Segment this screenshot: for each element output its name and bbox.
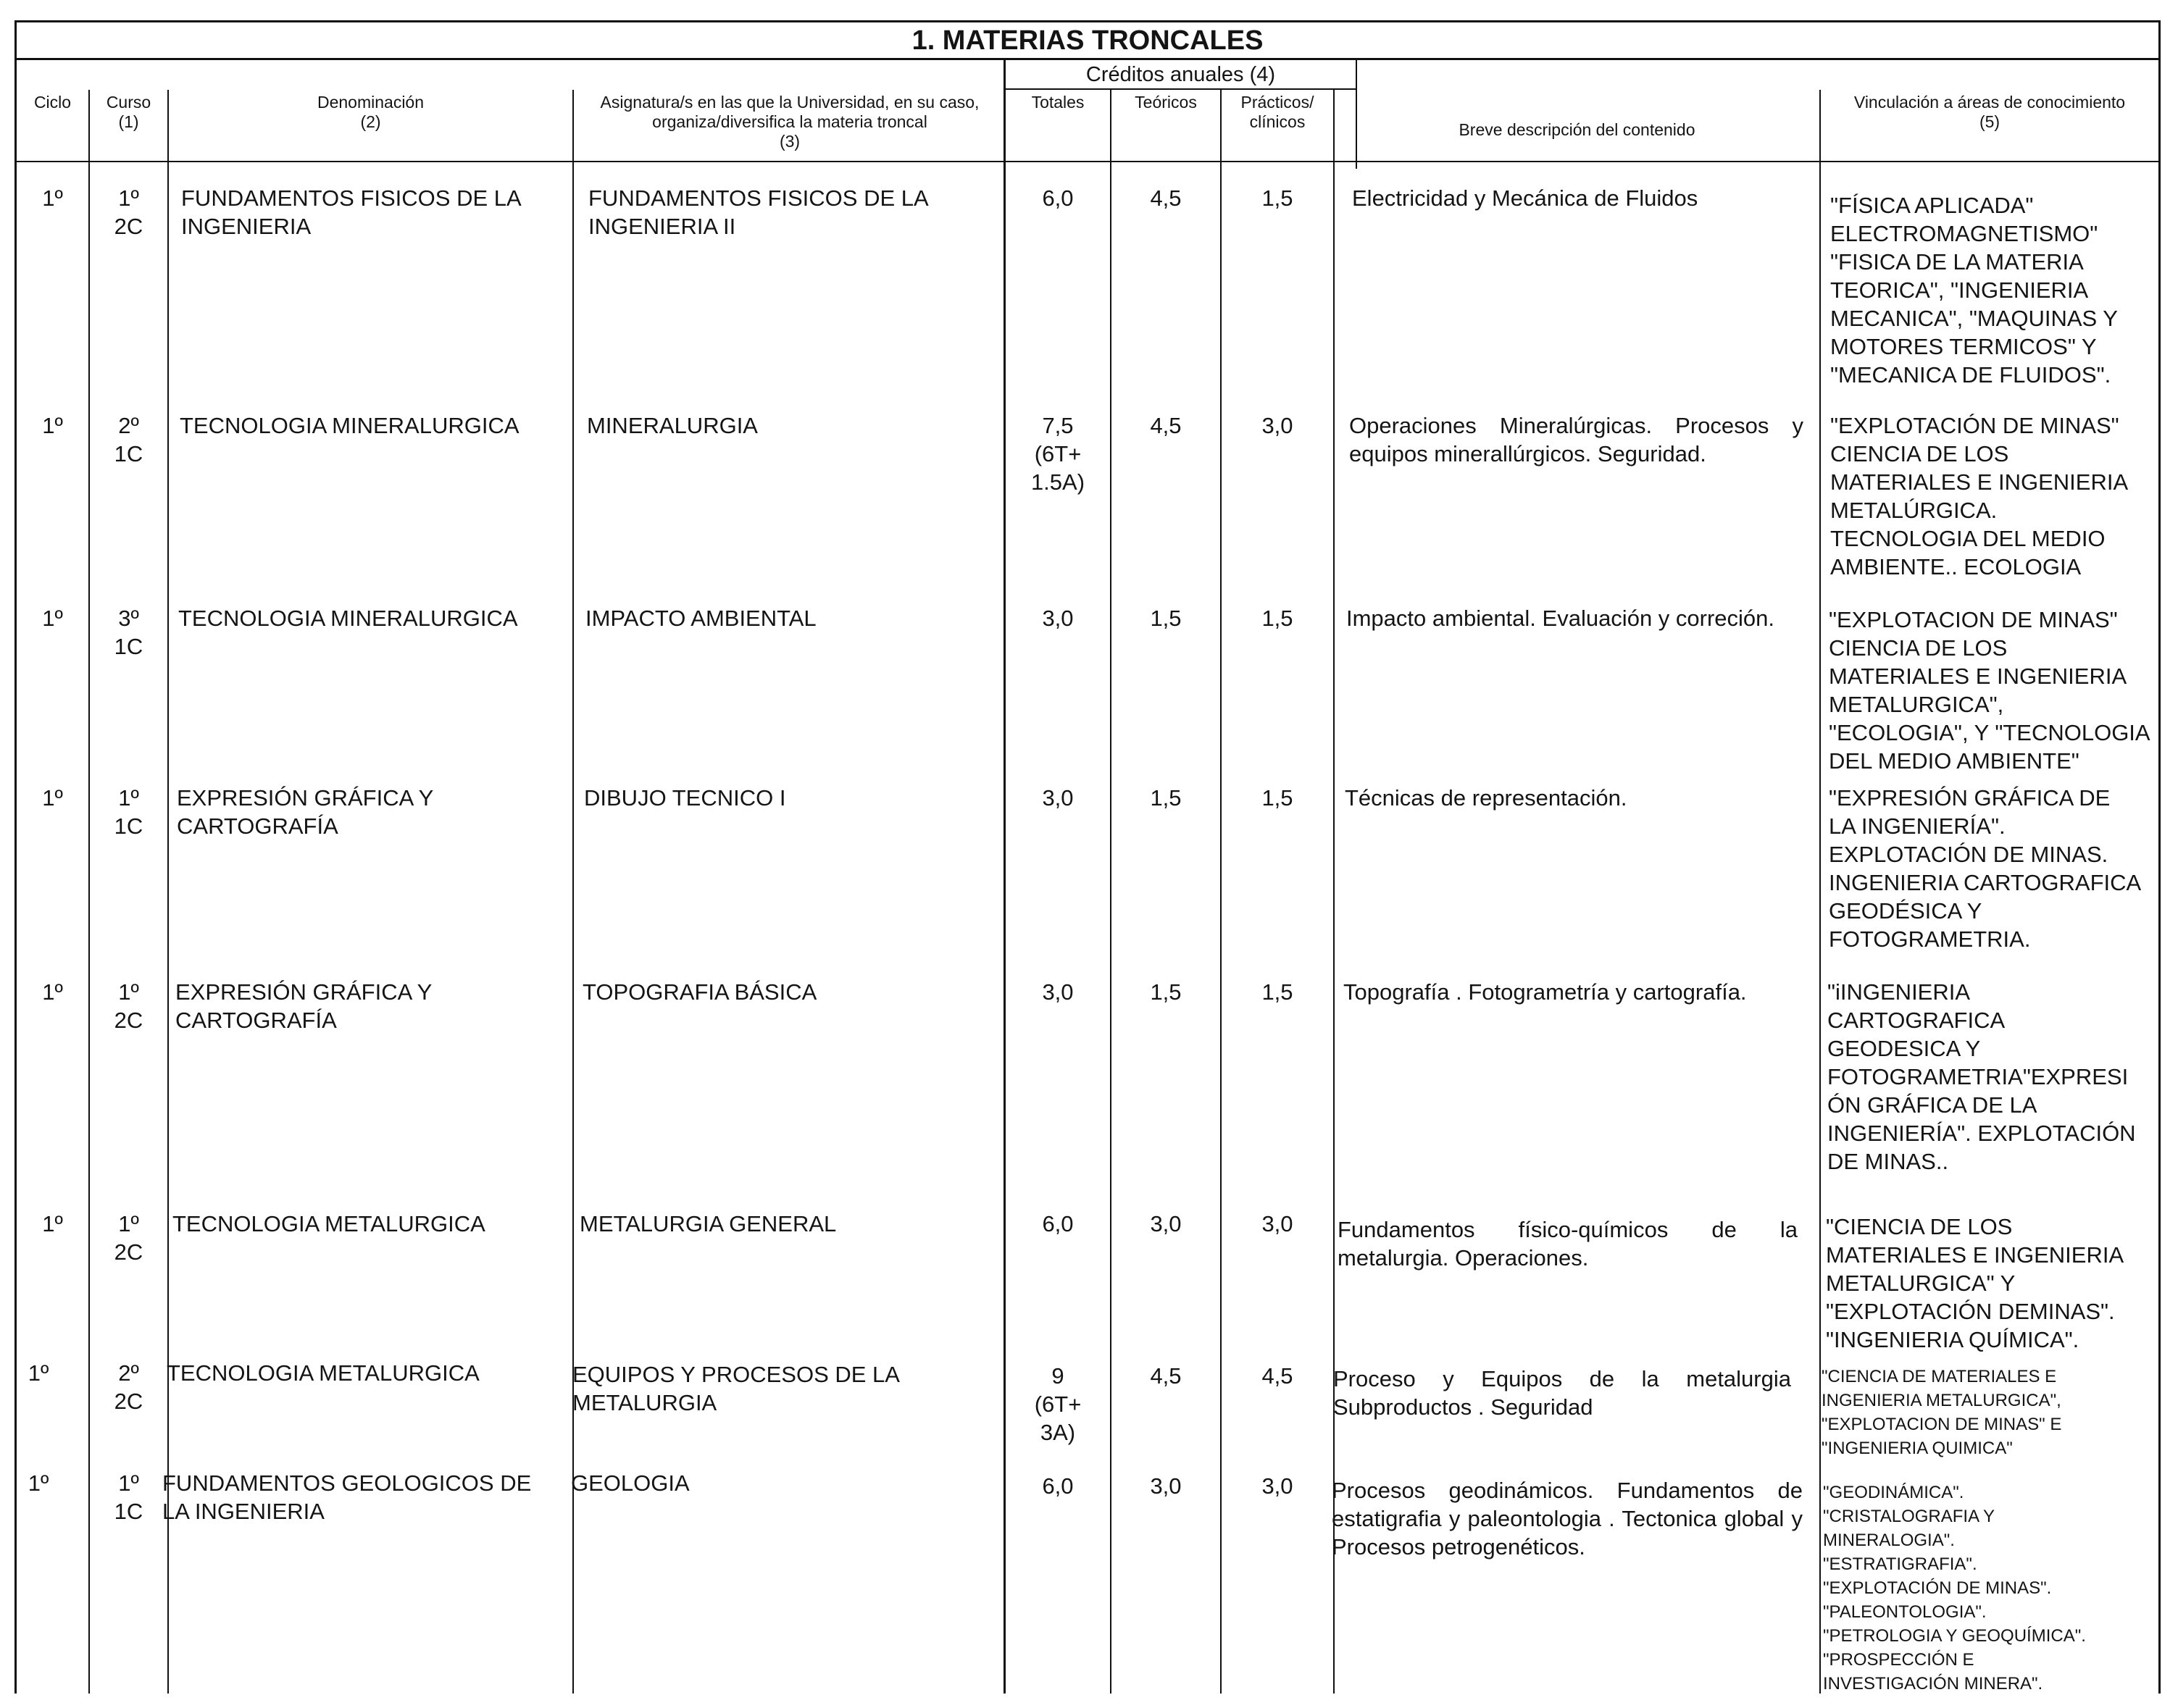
cell-vinculacion: "CIENCIA DE MATERIALES E INGENIERIA METALURGICA", "EXPLOTACION DE MINAS" E "INGENIERIA QUIMICA" — [1822, 1367, 2062, 1458]
cell-teoricos: 1,5 — [1150, 785, 1182, 811]
cell-asignatura: IMPACTO AMBIENTAL — [585, 606, 817, 631]
cell-ciclo: 1º — [42, 785, 63, 811]
cell-totales: 9 (6T+ 3A) — [1034, 1363, 1082, 1445]
col-header-asignatura: Asignatura/s en las que la Universidad, en su caso, organiza/diversifica la materia troncal (3) — [600, 93, 980, 151]
cell-descripcion: Fundamentos físico-químicos de la metalurgia. Operaciones. — [1338, 1217, 1798, 1270]
cell-descripcion: Electricidad y Mecánica de Fluidos — [1352, 185, 1698, 211]
cell-ciclo: 1º — [42, 413, 63, 438]
cell-curso: 1º 2C — [114, 185, 143, 239]
vrule-denominacion — [572, 90, 574, 1694]
cell-asignatura: METALURGIA GENERAL — [580, 1211, 837, 1236]
cell-totales: 6,0 — [1042, 1211, 1074, 1236]
cell-vinculacion: "iINGENIERIA CARTOGRAFICA GEODESICA Y FOTOGRAMETRIA"EXPRESI ÓN GRÁFICA DE LA INGENIERÍA". EXPLOTACIÓN DE MINAS.. — [1827, 979, 2136, 1174]
cell-descripcion: Proceso y Equipos de la metalurgia Subproductos . Seguridad — [1333, 1366, 1791, 1420]
cell-totales: 3,0 — [1042, 979, 1074, 1005]
cell-asignatura: TOPOGRAFIA BÁSICA — [583, 979, 817, 1005]
troncales-table — [14, 20, 2161, 1694]
cell-totales: 6,0 — [1042, 185, 1074, 211]
cell-asignatura: GEOLOGIA — [571, 1470, 690, 1496]
cell-practicos: 1,5 — [1261, 606, 1293, 631]
cell-teoricos: 4,5 — [1150, 1363, 1182, 1389]
cell-curso: 2º 2C — [114, 1360, 143, 1414]
cell-curso: 3º 1C — [114, 606, 143, 659]
vrule-ciclo — [88, 90, 90, 1694]
cell-vinculacion: "CIENCIA DE LOS MATERIALES E INGENIERIA METALURGICA" Y "EXPLOTACIÓN DEMINAS". "INGENIERIA QUÍMICA". — [1826, 1214, 2124, 1352]
cell-ciclo: 1º — [28, 1470, 49, 1496]
cell-asignatura: MINERALURGIA — [587, 413, 758, 438]
cell-curso: 1º 1C — [114, 1470, 143, 1524]
cell-vinculacion: "EXPLOTACION DE MINAS" CIENCIA DE LOS MATERIALES E INGENIERIA METALURGICA", "ECOLOGIA", Y "TECNOLOGIA DEL MEDIO AMBIENTE" — [1829, 607, 2150, 774]
vrule-curso — [167, 90, 169, 1694]
cell-practicos: 3,0 — [1261, 1473, 1293, 1499]
cell-practicos: 3,0 — [1261, 413, 1293, 438]
title-bottom-rule — [14, 58, 2161, 60]
cell-practicos: 1,5 — [1261, 185, 1293, 211]
cell-totales: 3,0 — [1042, 785, 1074, 811]
cell-descripcion: Topografía . Fotogrametría y cartografía. — [1343, 979, 1747, 1005]
col-header-denominacion: Denominación (2) — [317, 93, 425, 131]
table-top-border — [14, 20, 2161, 22]
cell-descripcion: Operaciones Mineralúrgicas. Procesos y equipos minerallúrgicos. Seguridad. — [1349, 413, 1803, 466]
col-header-descripcion: Breve descripción del contenido — [1459, 120, 1695, 139]
cell-totales: 7,5 (6T+ 1.5A) — [1030, 413, 1085, 495]
cell-practicos: 4,5 — [1261, 1363, 1293, 1389]
cell-curso: 1º 2C — [114, 979, 143, 1033]
cell-denominacion: EXPRESIÓN GRÁFICA Y CARTOGRAFÍA — [175, 979, 432, 1033]
creditos-bottom-rule — [1004, 88, 1357, 90]
cell-totales: 6,0 — [1042, 1473, 1074, 1499]
table-left-border — [14, 20, 17, 1694]
cell-descripcion: Procesos geodinámicos. Fundamentos de estatigrafia y paleontologia . Tectonica global y Procesos petrogenéticos. — [1332, 1478, 1803, 1560]
cell-teoricos: 3,0 — [1150, 1473, 1182, 1499]
vrule-totales — [1110, 90, 1111, 1694]
vrule-teoricos — [1220, 90, 1222, 1694]
cell-ciclo: 1º — [42, 606, 63, 631]
table-right-border — [2158, 20, 2161, 1694]
cell-ciclo: 1º — [42, 979, 63, 1005]
cell-curso: 1º 1C — [114, 785, 143, 839]
cell-practicos: 1,5 — [1261, 785, 1293, 811]
cell-asignatura: FUNDAMENTOS FISICOS DE LA INGENIERIA II — [588, 185, 927, 239]
col-header-ciclo: Ciclo — [33, 93, 72, 112]
vrule-creditos — [1356, 60, 1357, 169]
cell-asignatura: DIBUJO TECNICO I — [584, 785, 786, 811]
vrule-descripcion — [1819, 90, 1821, 1694]
cell-totales: 3,0 — [1042, 606, 1074, 631]
cell-practicos: 1,5 — [1261, 979, 1293, 1005]
cell-denominacion: FUNDAMENTOS FISICOS DE LA INGENIERIA — [181, 185, 520, 239]
header-bottom-rule — [14, 161, 2161, 162]
cell-denominacion: TECNOLOGIA MINERALURGICA — [178, 606, 518, 631]
cell-denominacion: TECNOLOGIA MINERALURGICA — [180, 413, 520, 438]
col-header-totales: Totales — [1031, 93, 1085, 112]
cell-denominacion: FUNDAMENTOS GEOLOGICOS DE LA INGENIERIA — [162, 1470, 532, 1524]
col-header-vinculacion: Vinculación a áreas de conocimiento (5) — [1853, 93, 2126, 131]
cell-vinculacion: "GEODINÁMICA". "CRISTALOGRAFIA Y MINERALOGIA". "ESTRATIGRAFIA". "EXPLOTACIÓN DE MINAS". "PALEONTOLOGIA". "PETROLOGIA Y GEOQUÍMICA". "PROSPECCIÓN E INVESTIGACIÓN MINERA". — [1823, 1483, 2086, 1694]
cell-descripcion: Técnicas de representación. — [1345, 785, 1627, 811]
cell-teoricos: 4,5 — [1150, 413, 1182, 438]
creditos-header: Créditos anuales (4) — [1085, 63, 1276, 86]
cell-teoricos: 4,5 — [1150, 185, 1182, 211]
cell-vinculacion: "FÍSICA APLICADA" ELECTROMAGNETISMO" "FISICA DE LA MATERIA TEORICA", "INGENIERIA MECANICA", "MAQUINAS Y MOTORES TERMICOS" Y "MECANICA DE FLUIDOS". — [1830, 193, 2118, 388]
cell-curso: 1º 2C — [114, 1211, 143, 1265]
col-header-teoricos: Teóricos — [1135, 93, 1197, 112]
vrule-asignatura — [1004, 60, 1006, 1694]
cell-ciclo: 1º — [28, 1360, 49, 1386]
cell-descripcion: Impacto ambiental. Evaluación y correción. — [1346, 606, 1775, 631]
cell-ciclo: 1º — [42, 185, 63, 211]
cell-asignatura: EQUIPOS Y PROCESOS DE LA METALURGIA — [572, 1362, 899, 1415]
cell-teoricos: 3,0 — [1150, 1211, 1182, 1236]
cell-curso: 2º 1C — [114, 413, 143, 466]
col-header-curso: Curso (1) — [106, 93, 151, 131]
cell-denominacion: TECNOLOGIA METALURGICA — [172, 1211, 485, 1236]
cell-denominacion: EXPRESIÓN GRÁFICA Y CARTOGRAFÍA — [177, 785, 433, 839]
cell-denominacion: TECNOLOGIA METALURGICA — [167, 1360, 480, 1386]
page-title: 1. MATERIAS TRONCALES — [911, 25, 1264, 56]
cell-vinculacion: "EXPLOTACIÓN DE MINAS" CIENCIA DE LOS MATERIALES E INGENIERIA METALÚRGICA. TECNOLOGIA DEL MEDIO AMBIENTE.. ECOLOGIA — [1830, 413, 2129, 579]
cell-vinculacion: "EXPRESIÓN GRÁFICA DE LA INGENIERÍA". EXPLOTACIÓN DE MINAS. INGENIERIA CARTOGRAFICA GEODÉSICA Y FOTOGRAMETRIA. — [1829, 785, 2142, 952]
cell-teoricos: 1,5 — [1150, 979, 1182, 1005]
col-header-practicos: Prácticos/ clínicos — [1240, 93, 1314, 131]
cell-ciclo: 1º — [42, 1211, 63, 1236]
cell-teoricos: 1,5 — [1150, 606, 1182, 631]
cell-practicos: 3,0 — [1261, 1211, 1293, 1236]
vrule-practicos — [1333, 90, 1335, 1694]
